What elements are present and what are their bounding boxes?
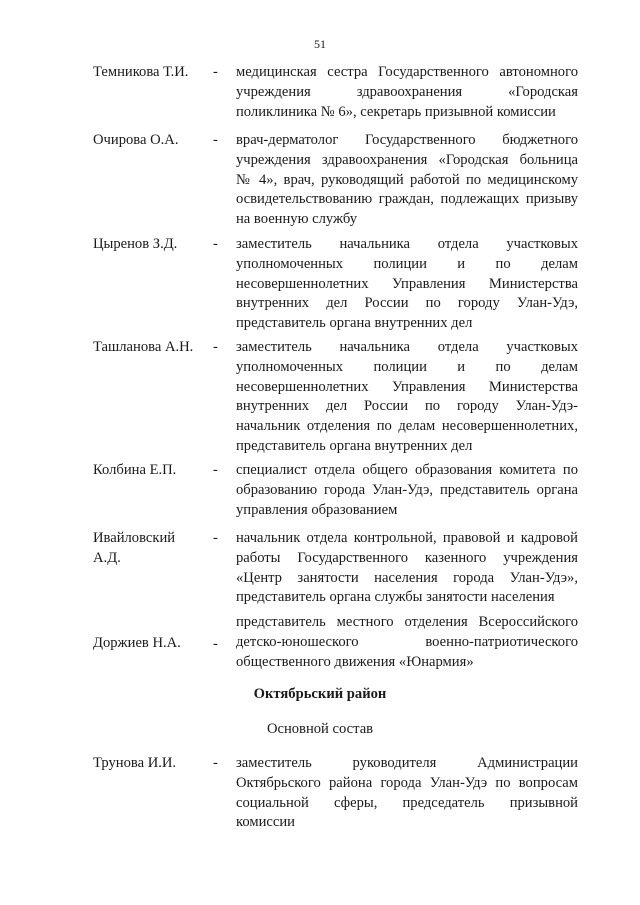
entry-dash: - [213, 339, 218, 355]
role-line: заместитель начальника отдела участковых [236, 236, 578, 252]
role-line: медицинская сестра Государственного автономного [236, 64, 578, 80]
role-line: социальной сферы, председатель призывной [236, 794, 578, 811]
member-role-text [236, 235, 578, 334]
member-name-line: Трунова И.И. [93, 755, 177, 771]
role-line: начальник отдела контрольной, правовой и кадровой [236, 530, 578, 546]
entry-dash: - [213, 636, 218, 652]
member-role-text [236, 613, 578, 672]
member-name-line: Цыренов З.Д. [93, 236, 178, 252]
role-line: представитель органа внутренних дел [236, 315, 473, 332]
role-line: несовершеннолетних Управления Министерства [236, 378, 578, 395]
role-line: представитель органа службы занятости населения [236, 589, 555, 606]
entry-dash: - [213, 132, 218, 148]
role-line: работы Государственного казенного учреждения [236, 549, 578, 566]
role-line: внутренних дел России по городу Улан-Удэ- [236, 398, 578, 415]
subsection-title: Основной состав [266, 721, 374, 737]
member-name-line: Темникова Т.И. [93, 64, 189, 80]
role-line: № 4», врач, руководящий работой по медицинскому [236, 171, 578, 188]
role-line: «Центр занятости населения города Улан-Удэ», [236, 569, 578, 586]
role-line: учреждения здравоохранения «Городская [236, 83, 578, 100]
member-name [93, 529, 211, 569]
member-name [93, 338, 211, 358]
member-name [93, 634, 211, 654]
member-name [93, 235, 211, 255]
role-line: начальник отделения по делам несовершеннолетних, [236, 418, 578, 435]
role-line: на военную службу [236, 211, 358, 228]
member-name-line: Ивайловский [93, 530, 176, 546]
member-name [93, 131, 211, 151]
role-line: управления образованием [236, 501, 398, 518]
role-line: образованию города Улан-Удэ, представитель органа [236, 481, 578, 498]
member-role-text [236, 131, 578, 230]
role-line: комиссии [236, 814, 295, 831]
role-line: учреждения здравоохранения «Городская больница [236, 151, 578, 168]
role-line: уполномоченных полиции и по делам [236, 358, 578, 375]
member-role-text [236, 461, 578, 520]
entry-dash: - [213, 236, 218, 252]
role-line: поликлиника № 6», секретарь призывной комиссии [236, 103, 556, 120]
member-name-line: Доржиев Н.А. [93, 635, 181, 651]
member-name-line: Очирова О.А. [93, 132, 179, 148]
entry-dash: - [213, 64, 218, 80]
section-title: Октябрьский район [253, 686, 387, 702]
role-line: Октябрьского района города Улан-Удэ по вопросам [236, 774, 578, 791]
member-name-line: Колбина Е.П. [93, 462, 177, 478]
page-number: 51 [314, 37, 326, 51]
member-role-text [236, 338, 578, 457]
member-name [93, 63, 211, 83]
member-role-text [236, 529, 578, 608]
role-line: общественного движения «Юнармия» [236, 653, 474, 670]
role-line: врач-дерматолог Государственного бюджетного [236, 132, 578, 148]
entry-dash: - [213, 530, 218, 546]
role-line: представитель органа внутренних дел [236, 437, 473, 454]
member-role-text [236, 754, 578, 833]
member-name [93, 754, 211, 774]
role-line: внутренних дел России по городу Улан-Удэ, [236, 295, 578, 312]
member-name [93, 461, 211, 481]
member-name-line: А.Д. [93, 549, 121, 566]
role-line: несовершеннолетних Управления Министерства [236, 275, 578, 292]
role-line: специалист отдела общего образования комитета по [236, 462, 578, 478]
role-line: представитель местного отделения Всероссийского [236, 614, 578, 630]
role-line: заместитель руководителя Администрации [236, 755, 578, 771]
role-line: уполномоченных полиции и по делам [236, 255, 578, 272]
role-line: детско-юношеского военно-патриотического [236, 633, 578, 650]
role-line: заместитель начальника отдела участковых [236, 339, 578, 355]
member-name-line: Ташланова А.Н. [93, 339, 194, 355]
entry-dash: - [213, 462, 218, 478]
role-line: освидетельствованию граждан, подлежащих призыву [236, 191, 578, 208]
member-role-text [236, 63, 578, 122]
entry-dash: - [213, 755, 218, 771]
